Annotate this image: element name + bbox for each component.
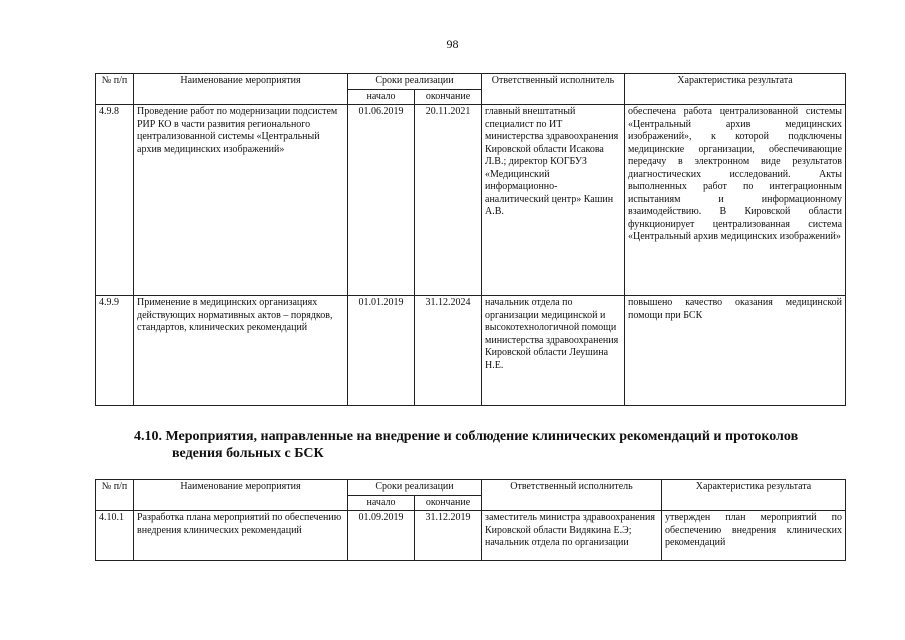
header-start: начало bbox=[348, 495, 415, 511]
measures-table-4-9 bbox=[95, 73, 846, 406]
row-responsible: главный внештатный специалист по ИТ министерства здравоохранения Кировской области Исакова Л.В.; директор КОГБУЗ «Медицинский информационно-аналитический центр» Кашин А.В. bbox=[482, 105, 625, 296]
section-heading-line1: 4.10. Мероприятия, направленные на внедрение и соблюдение клинических рекомендаций и протоколов bbox=[134, 429, 799, 444]
table-row bbox=[96, 105, 846, 296]
row-name: Применение в медицинских организациях действующих нормативных актов – порядков, стандартов, клинических рекомендаций bbox=[134, 296, 348, 406]
header-terms: Сроки реализации bbox=[348, 480, 482, 496]
row-start: 01.01.2019 bbox=[348, 296, 415, 406]
row-result: утвержден план мероприятий по обеспечению внедрения клинических рекомендаций bbox=[662, 511, 846, 561]
row-num: 4.9.9 bbox=[96, 296, 134, 406]
row-end: 31.12.2019 bbox=[415, 511, 482, 561]
header-result: Характеристика результата bbox=[625, 74, 846, 105]
section-heading-line2: ведения больных с БСК bbox=[172, 446, 324, 461]
row-start: 01.06.2019 bbox=[348, 105, 415, 296]
row-result: обеспечена работа централизованной системы «Центральный архив медицинских изображений», к которой подключены медицинские организации, обеспечивающие передачу в электронном виде результатов диагностических исследований. Акты выполненных работ по интеграционным испытаниям и информационному взаимодействию. В Кировской области функционирует централизованная система «Центральный архив медицинских изображений» bbox=[625, 105, 846, 296]
row-responsible: начальник отдела по организации медицинской и высокотехнологичной помощи министерства здравоохранения Кировской области Леушина Н.Е. bbox=[482, 296, 625, 406]
row-end: 20.11.2021 bbox=[415, 105, 482, 296]
table-row bbox=[96, 511, 846, 561]
row-result: повышено качество оказания медицинской помощи при БСК bbox=[625, 296, 846, 406]
header-name: Наименование мероприятия bbox=[134, 480, 348, 511]
row-name: Разработка плана мероприятий по обеспечению внедрения клинических рекомендаций bbox=[134, 511, 348, 561]
header-result: Характеристика результата bbox=[662, 480, 846, 511]
header-num: № п/п bbox=[96, 74, 134, 105]
header-num: № п/п bbox=[96, 480, 134, 511]
header-end: окончание bbox=[415, 89, 482, 105]
measures-table-4-10 bbox=[95, 479, 846, 561]
table-row bbox=[96, 296, 846, 406]
row-end: 31.12.2024 bbox=[415, 296, 482, 406]
row-responsible: заместитель министра здравоохранения Кировской области Видякина Е.Э; начальник отдела по организации bbox=[482, 511, 662, 561]
header-responsible: Ответственный исполнитель bbox=[482, 480, 662, 511]
header-end: окончание bbox=[415, 495, 482, 511]
header-start: начало bbox=[348, 89, 415, 105]
row-num: 4.9.8 bbox=[96, 105, 134, 296]
section-heading bbox=[134, 428, 854, 462]
page-number: 98 bbox=[446, 37, 459, 51]
table-header-row bbox=[96, 74, 846, 90]
header-name: Наименование мероприятия bbox=[134, 74, 348, 105]
table-header-row bbox=[96, 480, 846, 496]
row-start: 01.09.2019 bbox=[348, 511, 415, 561]
header-terms: Сроки реализации bbox=[348, 74, 482, 90]
header-responsible: Ответственный исполнитель bbox=[482, 74, 625, 105]
row-num: 4.10.1 bbox=[96, 511, 134, 561]
row-name: Проведение работ по модернизации подсистем РИР КО в части развития регионального централизованной системы «Центральный архив медицинских изображений» bbox=[134, 105, 348, 296]
